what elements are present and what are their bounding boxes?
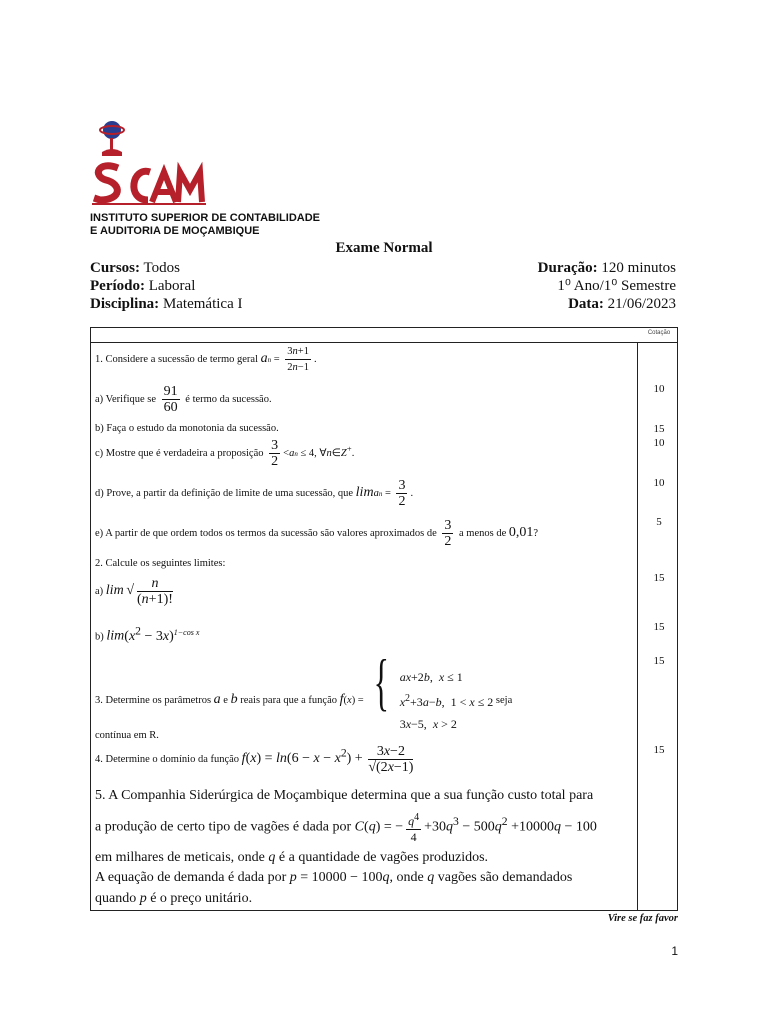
question-1b: b) Faça o estudo da monotonia da sucessão. (95, 423, 279, 434)
duracao-label: Duração: (537, 260, 598, 276)
cotacao-header: Cotação (647, 330, 671, 336)
cursos-value: Todos (143, 260, 180, 276)
q4-text: 4. Determine o domínio da função (95, 753, 240, 765)
cursos-row (90, 259, 242, 277)
q5-line-3b: é a quantidade de vagões produzidos. (278, 850, 489, 865)
data-label: Data: (568, 296, 604, 312)
q5-line-4a: A equação de demanda é dada por (95, 870, 287, 885)
disciplina-label: Disciplina: (90, 296, 160, 312)
question-1c: c) Mostre que é verdadeira a proposição $\frac{3}{2}$ <an ≤ 4, ∀n∈Z+. (95, 438, 355, 469)
periodo-value: Laboral (148, 278, 196, 294)
q3-mid: reais para que a função (240, 695, 337, 706)
q5-line-4b: , onde (389, 870, 424, 885)
question-1d: d) Prove, a partir da definição de limite de uma sucessão, que liman = $\frac{3}{2}$ . (95, 478, 414, 509)
data-value: 21/06/2023 (607, 296, 676, 312)
q5-line-5b: é o preço unitário. (150, 891, 253, 906)
q1e-text: e) A partir de que ordem todos os termos da sucessão são valores aproximados de (95, 527, 437, 539)
question-4: 4. Determine o domínio da função $f(x) = \ln(6 - x - x^2)$ + $\frac{3x-2}{√(2x-1)}$ (95, 744, 414, 775)
question-5-line-1 (95, 788, 593, 804)
header-right (538, 259, 676, 313)
q3-and: e (223, 695, 228, 706)
score-q1d: 10 (653, 477, 665, 489)
question-2b: b) $\lim(x^2 - 3x)^{1-cos x}$ (95, 624, 200, 644)
q5-line-1-text: A Companhia Siderúrgica de Moçambique determina que a sua função custo total para (108, 788, 594, 803)
question-3-cont: contínua em R. (95, 730, 159, 741)
q1c-text: c) Mostre que é verdadeira a proposição (95, 447, 264, 459)
score-q1a: 10 (653, 383, 665, 395)
duracao-value: 120 minutos (601, 260, 676, 276)
score-column-divider (637, 342, 638, 910)
q5-line-4c: vagões são demandados (437, 870, 573, 885)
score-q1e: 5 (656, 516, 662, 528)
question-2a: a) lim √ $\frac{n}{(n+1)!}$ (95, 576, 173, 607)
q5-line-3a: em milhares de meticais, onde (95, 850, 265, 865)
question-3: 3. Determine os parâmetros a e b reais para que a função f(x) = { ax+2b, x ≤ 1 $x^2+3a-b$, 1 < x ≤ 2 3x−5, x > 2 seja (95, 646, 513, 732)
score-q1b: 15 (653, 423, 665, 435)
question-5-line-5: quando p é o preço unitário. (95, 891, 253, 906)
score-q3: 15 (653, 655, 665, 667)
q1a-text: a) Verifique se (95, 393, 157, 405)
exam-title: Exame Normal (335, 240, 433, 256)
data-row (538, 295, 676, 313)
iscam-logo (88, 116, 212, 208)
score-q2b: 15 (653, 621, 665, 633)
question-5-line-3: em milhares de meticais, onde q é a quantidade de vagões produzidos. (95, 850, 489, 865)
periodo-label: Período: (90, 278, 145, 294)
question-5-line-4: A equação de demanda é dada por p = 10000 − 100q, onde q vagões são demandados (95, 870, 573, 885)
score-q4: 15 (653, 744, 665, 756)
q1-text: 1. Considere a sucessão de termo geral (95, 353, 258, 365)
turn-page-note: Vire se faz favor (607, 913, 678, 924)
question-1: 1. Considere a sucessão de termo geral an = $\frac{3n+1}{2n-1}$ . (95, 346, 317, 373)
q1d-text: d) Prove, a partir da definição de limite de uma sucessão, que (95, 487, 354, 499)
q1e-post: a menos de (459, 527, 507, 539)
institution-name (90, 212, 320, 238)
table-header-divider (91, 342, 677, 343)
q2a-label: a) (95, 585, 104, 597)
page-number: 1 (671, 944, 678, 958)
cursos-label: Cursos: (90, 260, 141, 276)
disciplina-value: Matemática I (162, 296, 243, 312)
question-1a: a) Verifique se $\frac{91}{60}$ é termo da sucessão. (95, 384, 272, 415)
q5-line-2-text: a produção de certo tipo de vagões é dada por (95, 819, 352, 835)
header-left (90, 259, 242, 313)
institution-line-2: E AUDITORIA DE MOÇAMBIQUE (90, 225, 260, 237)
institution-line-1: INSTITUTO SUPERIOR DE CONTABILIDADE (90, 212, 320, 224)
q5-number: 5. (95, 788, 106, 803)
question-5-line-2: a produção de certo tipo de vagões é dada por C(q) = − $\frac{q^4}{4}$ $+30q^3 - 500q^2 +10000q - 100$ (95, 812, 597, 844)
score-q1c: 10 (653, 437, 665, 449)
q1a-post: é termo da sucessão. (185, 393, 272, 405)
disciplina-row (90, 295, 242, 313)
score-q2a: 15 (653, 572, 665, 584)
question-1e: e) A partir de que ordem todos os termos da sucessão são valores aproximados de $\frac{3}{2}$ a menos de 0,01? (95, 518, 539, 549)
questions-table (90, 327, 678, 911)
q3-pre: 3. Determine os parâmetros (95, 695, 212, 706)
q5-line-5a: quando (95, 891, 137, 906)
ano-semestre: 1⁰ Ano/1⁰ Semestre (557, 278, 676, 294)
q2b-label: b) (95, 631, 104, 643)
question-2: 2. Calcule os seguintes limites: (95, 558, 226, 569)
duracao-row (538, 259, 676, 277)
q3-post: seja (495, 695, 513, 706)
periodo-row (90, 277, 242, 295)
